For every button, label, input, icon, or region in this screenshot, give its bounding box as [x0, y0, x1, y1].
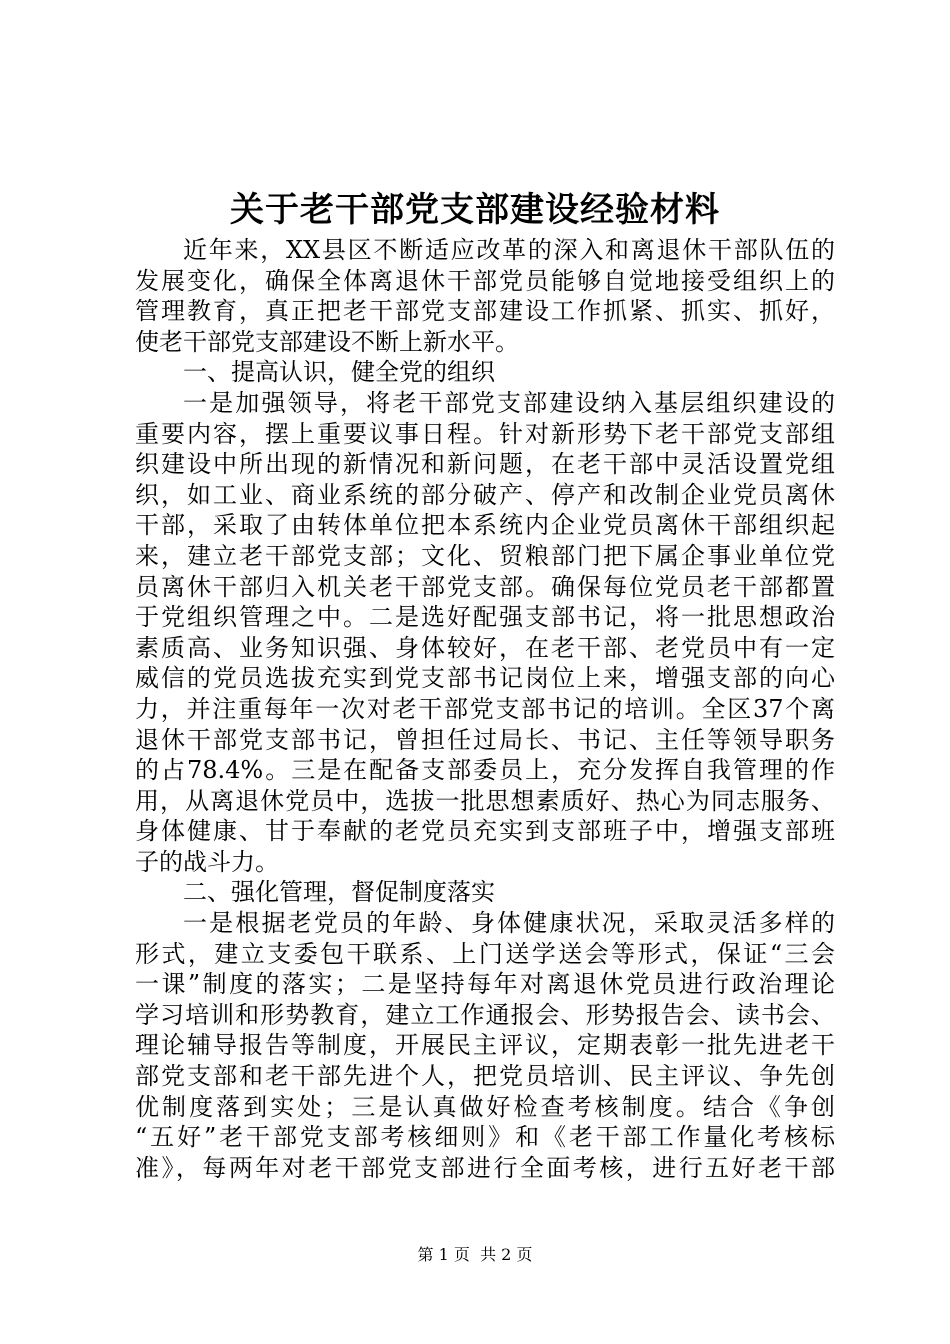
- text-line: 一课”制度的落实；二是坚持每年对离退休党员进行政治理论: [135, 970, 835, 999]
- text-line: 素质高、业务知识强、身体较好，在老干部、老党员中有一定: [135, 633, 835, 662]
- text-line: 管理教育，真正把老干部党支部建设工作抓紧、抓实、抓好，: [135, 297, 835, 326]
- text-line: 威信的党员选拔充实到党支部书记岗位上来，增强支部的向心: [135, 664, 835, 693]
- text-line: 近年来，XX县区不断适应改革的深入和离退休干部队伍的: [183, 236, 835, 264]
- text-line: 退休干部党支部书记，曾担任过局长、书记、主任等领导职务: [135, 725, 835, 754]
- text-line: 织建设中所出现的新情况和新问题，在老干部中灵活设置党组: [135, 450, 835, 479]
- text-line: 准》，每两年对老干部党支部进行全面考核，进行五好老干部: [135, 1153, 835, 1182]
- text-line: 部党支部和老干部先进个人，把党员培训、民主评议、争先创: [135, 1062, 835, 1091]
- text-line: 重要内容，摆上重要议事日程。针对新形势下老干部党支部组: [135, 419, 835, 448]
- text-line: 二、强化管理，督促制度落实: [183, 878, 495, 907]
- text-line: 一是加强领导，将老干部党支部建设纳入基层组织建设的: [183, 388, 835, 417]
- text-line: 干部，采取了由转体单位把本系统内企业党员离休干部组织起: [135, 511, 835, 540]
- text-line: 学习培训和形势教育，建立工作通报会、形势报告会、读书会、: [135, 1000, 835, 1029]
- text-line: 身体健康、甘于奉献的老党员充实到支部班子中，增强支部班: [135, 817, 835, 846]
- page-footer: 第 1 页 共 2 页: [417, 1245, 533, 1264]
- text-line: 力，并注重每年一次对老干部党支部书记的培训。全区37个离: [135, 694, 835, 723]
- document-body: [135, 235, 835, 1183]
- text-line: 优制度落到实处；三是认真做好检查考核制度。结合《争创: [135, 1092, 835, 1121]
- text-line: 用，从离退休党员中，选拔一批思想素质好、热心为同志服务、: [135, 786, 835, 815]
- text-line: 织，如工业、商业系统的部分破产、停产和改制企业党员离休: [135, 480, 835, 509]
- text-line: 于党组织管理之中。二是选好配强支部书记，将一批思想政治: [135, 603, 835, 632]
- text-line: 发展变化，确保全体离退休干部党员能够自觉地接受组织上的: [135, 266, 835, 295]
- text-line: 的占78.4%。三是在配备支部委员上，充分发挥自我管理的作: [135, 756, 835, 785]
- text-line: 一是根据老党员的年龄、身体健康状况，采取灵活多样的: [183, 909, 835, 938]
- text-line: 形式，建立支委包干联系、上门送学送会等形式，保证“三会: [135, 939, 835, 968]
- text-line: 来，建立老干部党支部；文化、贸粮部门把下属企事业单位党: [135, 541, 835, 570]
- document-title: 关于老干部党支部建设经验材料: [230, 190, 720, 230]
- text-line: “五好”老干部党支部考核细则》和《老干部工作量化考核标: [135, 1123, 835, 1152]
- text-line: 理论辅导报告等制度，开展民主评议，定期表彰一批先进老干: [135, 1031, 835, 1060]
- text-line: 子的战斗力。: [135, 847, 279, 876]
- text-line: 使老干部党支部建设不断上新水平。: [135, 327, 519, 356]
- text-line: 员离休干部归入机关老干部党支部。确保每位党员老干部都置: [135, 572, 835, 601]
- text-line: 一、提高认识，健全党的组织: [183, 358, 495, 387]
